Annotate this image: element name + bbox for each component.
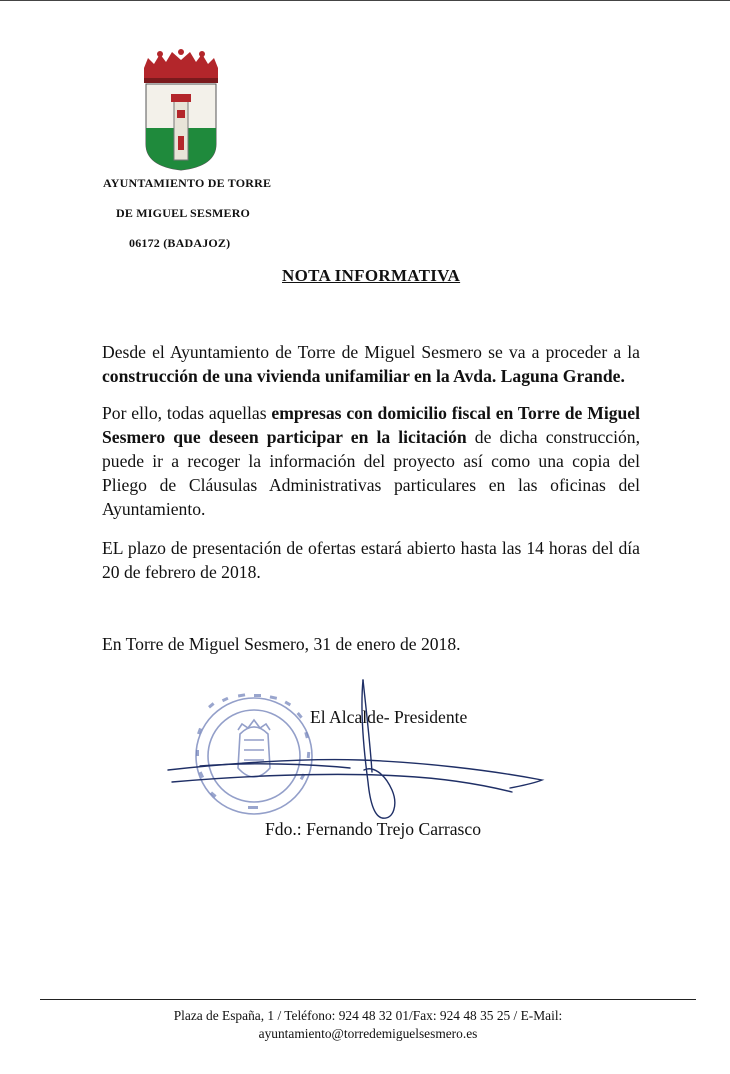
paragraph-2-text-b: de dicha construcción, puede ir a recoger la información del proyecto así como una copia del Pliego de Cláusulas Administrativas particulares en las oficinas del Ayuntamiento.: [102, 427, 640, 519]
signer-role: El Alcalde- Presidente: [310, 707, 468, 727]
paragraph-1: [102, 340, 640, 388]
footer-contact: Plaza de España, 1 / Teléfono: 924 48 32 01/Fax: 924 48 35 25 / E-Mail:: [173, 1008, 563, 1023]
paragraph-2-bold: empresas con domicilio fiscal en Torre de Miguel Sesmero que deseen participar en la licitación: [102, 403, 640, 447]
council-name-line1: AYUNTAMIENTO DE TORRE: [103, 176, 272, 190]
footer-divider: [40, 999, 696, 1000]
paragraph-2: [102, 401, 640, 521]
paragraph-3-text: EL plazo de presentación de ofertas estará abierto hasta las 14 horas del día 20 de febrero de 2018.: [102, 538, 640, 582]
council-name-line2: DE MIGUEL SESMERO: [116, 206, 251, 220]
paragraph-2-text-a: Por ello, todas aquellas: [102, 403, 272, 423]
coat-of-arms-logo: [138, 48, 224, 172]
paragraph-1-text: Desde el Ayuntamiento de Torre de Miguel Sesmero se va a proceder a la: [102, 342, 640, 362]
document-title: NOTA INFORMATIVA: [282, 266, 461, 285]
top-border: [0, 0, 730, 1]
footer-email: ayuntamiento@torredemiguelsesmero.es: [258, 1026, 478, 1041]
handwritten-signature: [160, 672, 550, 832]
council-postcode: 06172 (BADAJOZ): [129, 236, 231, 250]
place-and-date: En Torre de Miguel Sesmero, 31 de enero de 2018.: [102, 634, 461, 654]
paragraph-1-bold: construcción de una vivienda unifamiliar en la Avda. Laguna Grande.: [102, 366, 625, 386]
signer-name: Fdo.: Fernando Trejo Carrasco: [265, 819, 481, 839]
paragraph-3: [102, 536, 640, 584]
